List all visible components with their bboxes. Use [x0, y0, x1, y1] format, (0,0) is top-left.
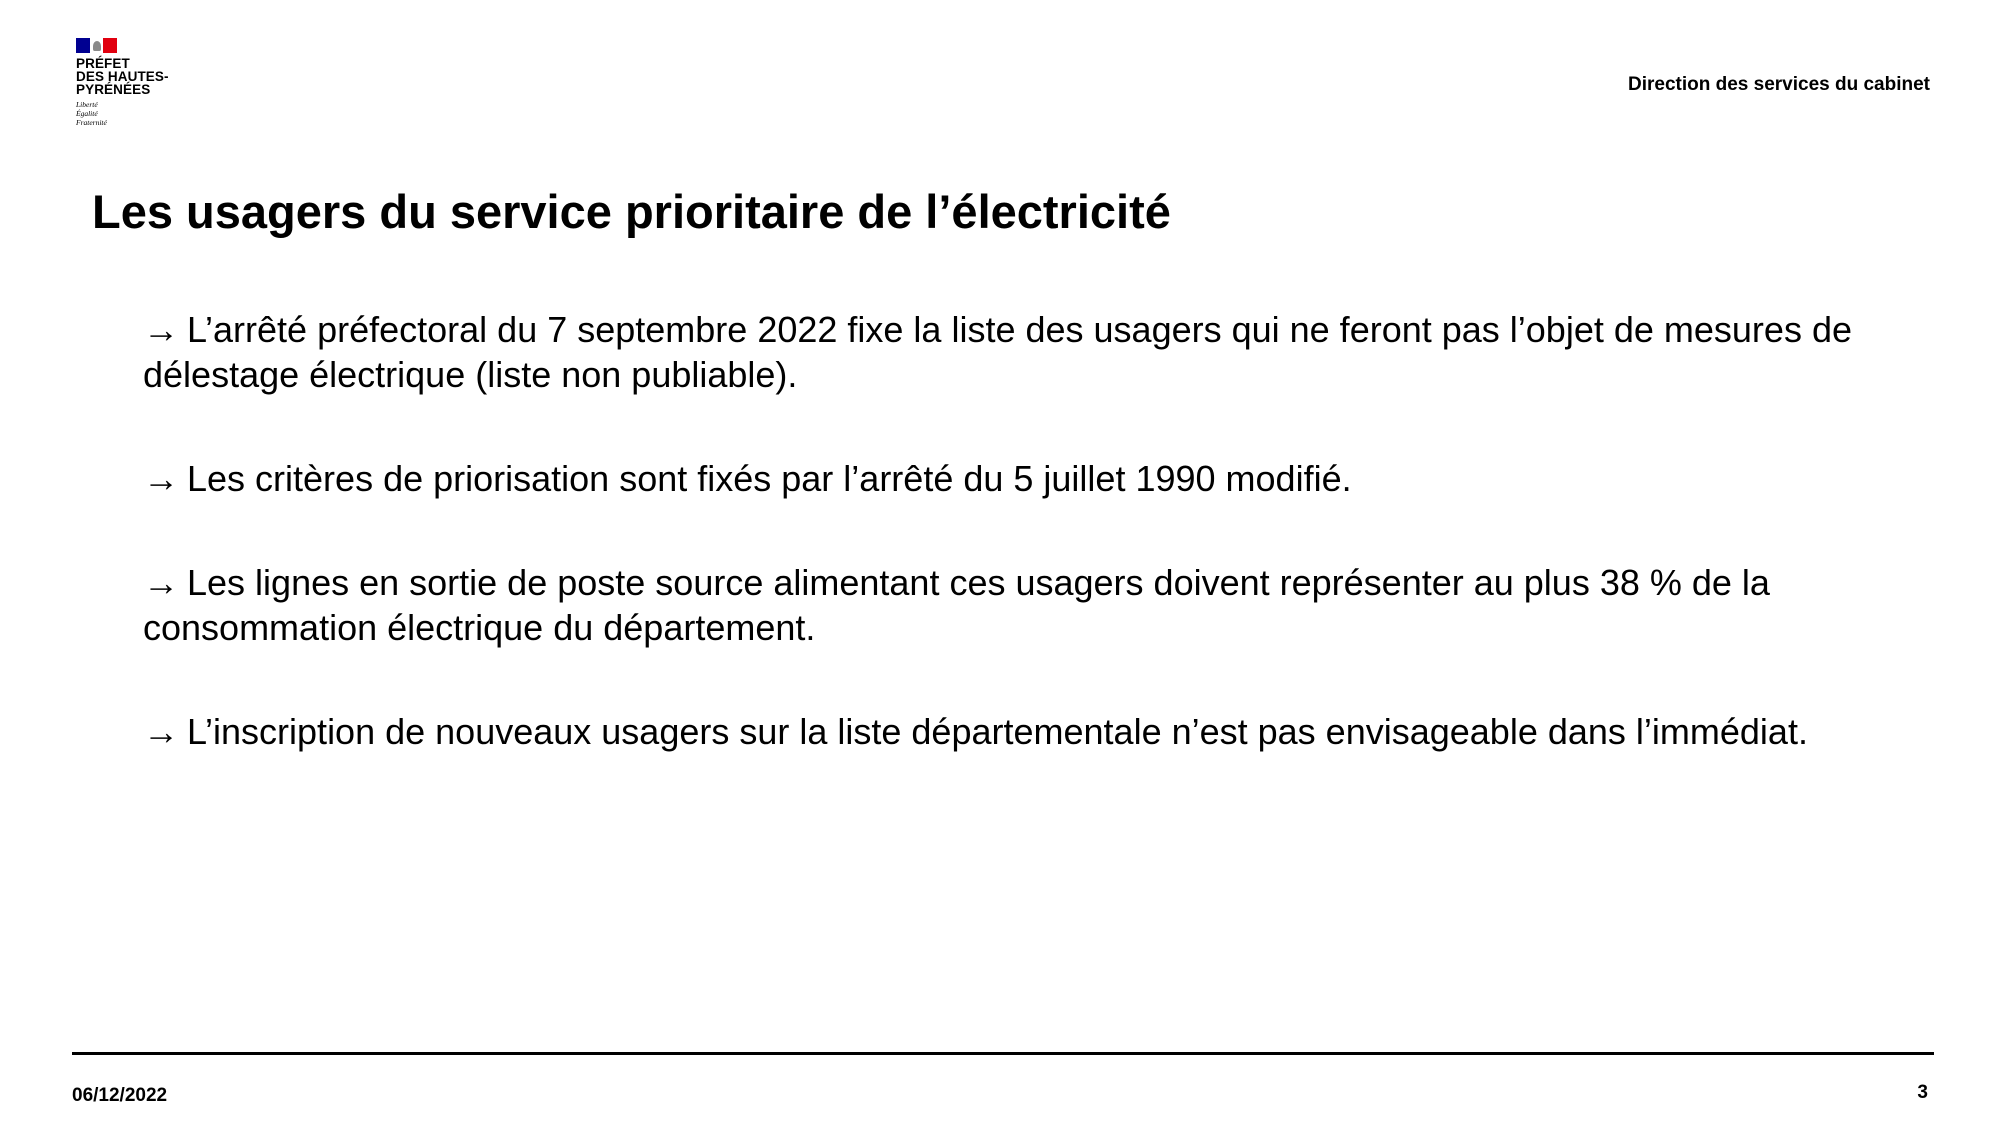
arrow-icon: → [143, 711, 179, 752]
logo-motto [76, 100, 196, 127]
logo-title-line: DES HAUTES- [76, 69, 169, 84]
bullet-list [143, 307, 1943, 754]
prefecture-logo [76, 38, 196, 127]
flag-red-band [103, 38, 117, 53]
flag-white-band [90, 38, 103, 53]
footer-date: 06/12/2022 [72, 1085, 168, 1106]
logo-motto-line: Égalité [76, 109, 98, 118]
bullet-item [143, 709, 1943, 754]
bullet-item [143, 456, 1943, 501]
page-number: 3 [1917, 1082, 1928, 1103]
arrow-icon: → [143, 458, 179, 499]
bullet-item [143, 560, 1943, 650]
marianne-icon [93, 41, 101, 51]
logo-title [76, 57, 196, 96]
logo-title-line: PRÉFET [76, 56, 130, 71]
bullet-text: L’inscription de nouveaux usagers sur la liste départementale n’est pas envisageable dans l’immédiat. [187, 711, 1808, 752]
logo-title-line: PYRÉNÉES [76, 82, 151, 97]
bullet-text: Les lignes en sortie de poste source alimentant ces usagers doivent représenter au plus 38 % de la consommation électrique du département. [143, 562, 1770, 648]
footer-divider [72, 1052, 1934, 1055]
bullet-item [143, 307, 1943, 397]
arrow-icon: → [143, 309, 179, 350]
arrow-icon: → [143, 562, 179, 603]
flag-blue-band [76, 38, 90, 53]
bullet-text: Les critères de priorisation sont fixés par l’arrêté du 5 juillet 1990 modifié. [187, 458, 1352, 499]
logo-motto-line: Liberté [76, 100, 98, 109]
logo-motto-line: Fraternité [76, 118, 107, 127]
bullet-text: L’arrêté préfectoral du 7 septembre 2022 fixe la liste des usagers qui ne feront pas l’objet de mesures de délestage électrique (liste non publiable). [143, 309, 1852, 395]
french-flag-icon [76, 38, 117, 53]
page-title: Les usagers du service prioritaire de l’électricité [92, 185, 1171, 238]
department-name: Direction des services du cabinet [1627, 74, 1930, 95]
